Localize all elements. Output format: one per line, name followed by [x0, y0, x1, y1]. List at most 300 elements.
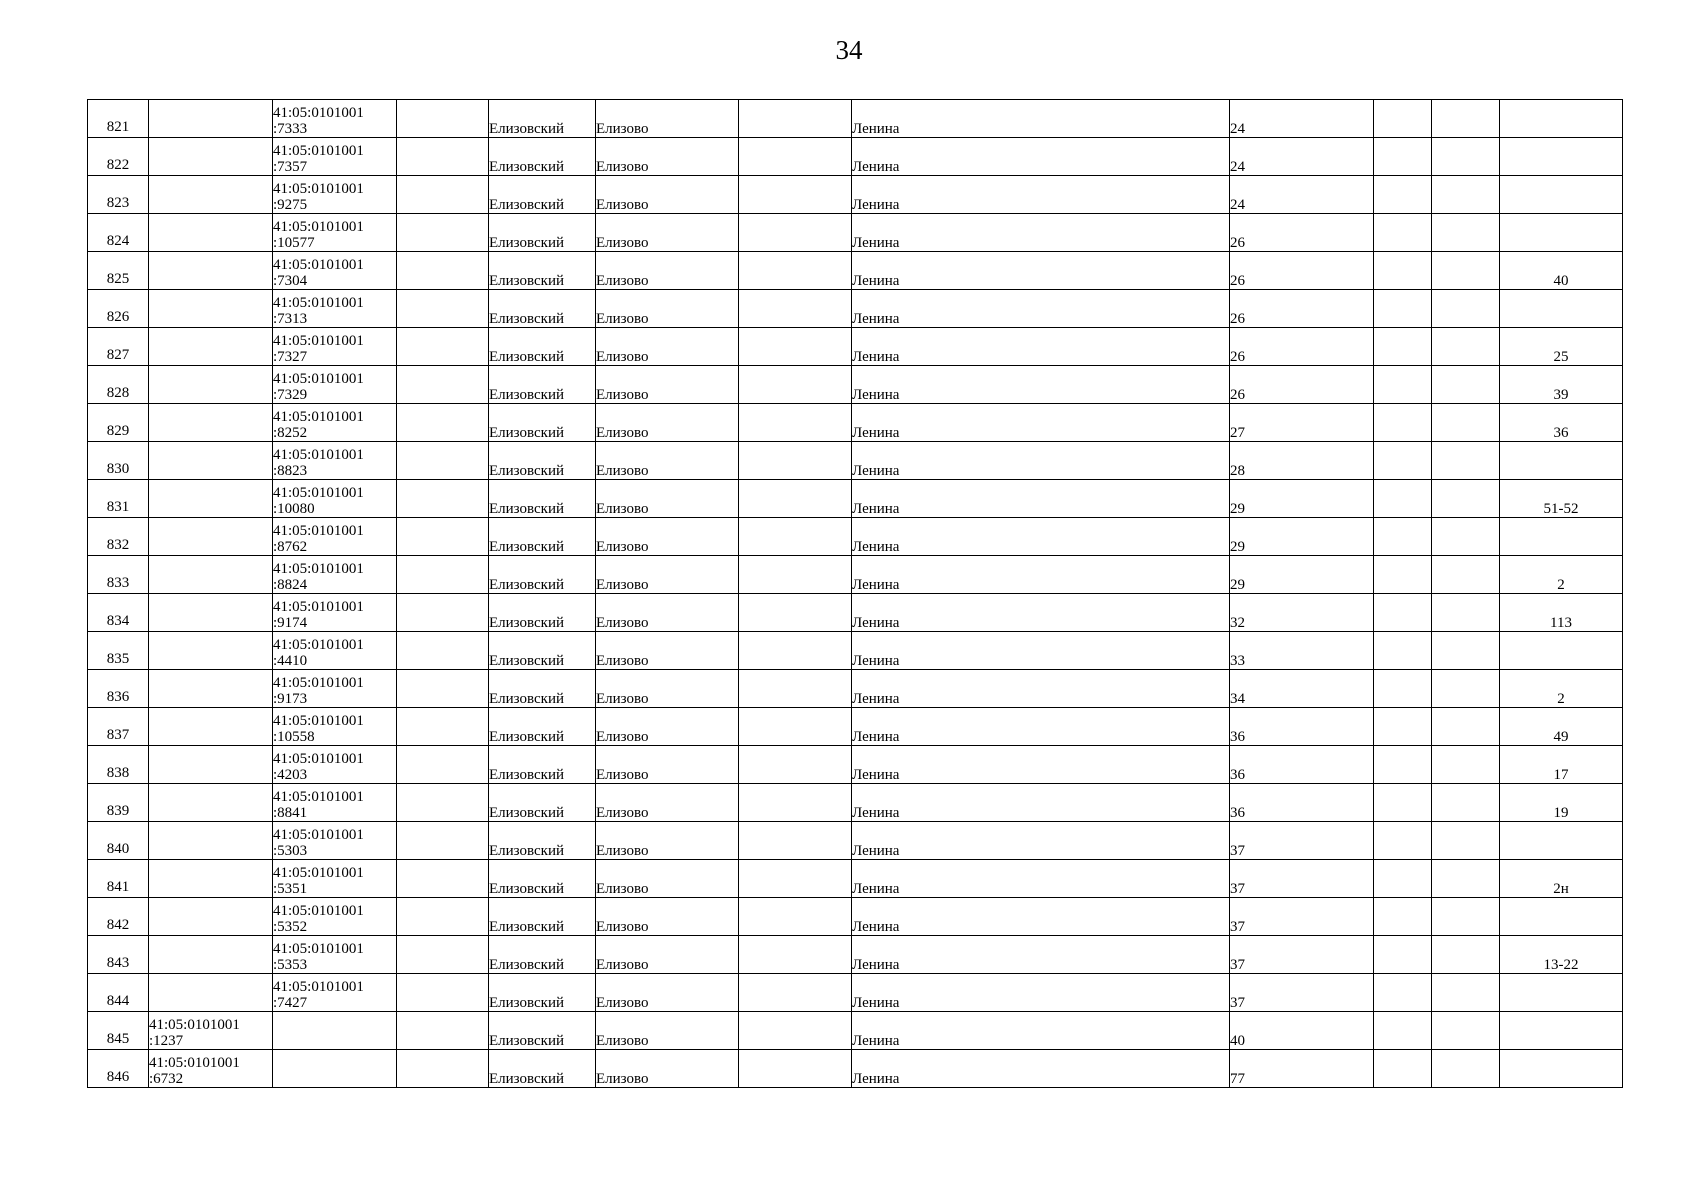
empty-cell [397, 784, 489, 822]
flat-cell [1500, 1050, 1623, 1088]
house-cell [1230, 442, 1374, 480]
row-number-text: 846 [106, 1069, 130, 1085]
cadastral-suffix: :4410 [273, 653, 308, 669]
house-cell [1230, 556, 1374, 594]
district-cell-text: Елизовский [489, 615, 565, 631]
city-cell [596, 480, 739, 518]
flat-cell [1500, 860, 1623, 898]
street-cell [852, 708, 1230, 746]
cadastral-suffix: :8762 [273, 539, 308, 555]
row-number-text: 837 [106, 727, 130, 743]
empty-cell [1432, 252, 1500, 290]
row-number-text: 838 [106, 765, 130, 781]
house-cell [1230, 860, 1374, 898]
flat-cell-text: 36 [1553, 425, 1569, 441]
cadastral-number-b [273, 328, 397, 366]
cadastral-number-b [273, 480, 397, 518]
flat-cell [1500, 214, 1623, 252]
street-cell [852, 404, 1230, 442]
table-row [88, 556, 1623, 594]
street-cell [852, 518, 1230, 556]
city-cell [596, 138, 739, 176]
flat-cell-text: 51-52 [1543, 501, 1579, 517]
empty-cell [1432, 518, 1500, 556]
cadastral-number-b [273, 860, 397, 898]
street-cell [852, 784, 1230, 822]
row-number [88, 480, 149, 518]
table-row [88, 366, 1623, 404]
house-cell [1230, 1012, 1374, 1050]
house-cell [1230, 138, 1374, 176]
empty-cell [397, 1012, 489, 1050]
house-cell-text: 33 [1230, 653, 1245, 669]
empty-cell [397, 860, 489, 898]
cadastral-suffix: :7427 [273, 995, 308, 1011]
empty-cell [739, 366, 852, 404]
table-row [88, 670, 1623, 708]
house-cell-text: 40 [1230, 1033, 1245, 1049]
street-cell-text: Ленина [852, 843, 900, 859]
city-cell-text: Елизово [596, 539, 649, 555]
street-cell-text: Ленина [852, 349, 900, 365]
cadastral-suffix: :6732 [149, 1071, 184, 1087]
street-cell-text: Ленина [852, 159, 900, 175]
cadastral-number-a [149, 936, 273, 974]
city-cell [596, 632, 739, 670]
empty-cell [739, 594, 852, 632]
district-cell [489, 556, 596, 594]
cadastral-prefix: 41:05:0101001 [273, 637, 364, 653]
city-cell [596, 898, 739, 936]
table-row [88, 252, 1623, 290]
house-cell-text: 36 [1230, 805, 1245, 821]
cadastral-prefix: 41:05:0101001 [273, 713, 364, 729]
flat-cell-text: 40 [1553, 273, 1569, 289]
cadastral-number-a [149, 138, 273, 176]
cadastral-number-b [273, 746, 397, 784]
row-number [88, 974, 149, 1012]
city-cell-text: Елизово [596, 311, 649, 327]
cadastral-number-a [149, 518, 273, 556]
flat-cell [1500, 366, 1623, 404]
street-cell [852, 898, 1230, 936]
cadastral-number-b [273, 252, 397, 290]
district-cell [489, 100, 596, 138]
cadastral-number-a [149, 556, 273, 594]
row-number [88, 100, 149, 138]
cadastral-number-b [273, 518, 397, 556]
row-number-text: 842 [106, 917, 130, 933]
empty-cell [739, 860, 852, 898]
cadastral-number-a [149, 290, 273, 328]
flat-cell [1500, 518, 1623, 556]
cadastral-prefix: 41:05:0101001 [273, 979, 364, 995]
empty-cell [397, 480, 489, 518]
flat-cell [1500, 480, 1623, 518]
district-cell [489, 898, 596, 936]
empty-cell [397, 708, 489, 746]
cadastral-suffix: :5353 [273, 957, 308, 973]
city-cell [596, 556, 739, 594]
empty-cell [739, 898, 852, 936]
house-cell [1230, 328, 1374, 366]
district-cell-text: Елизовский [489, 1071, 565, 1087]
city-cell [596, 518, 739, 556]
table-row [88, 1012, 1623, 1050]
flat-cell-text: 19 [1553, 805, 1569, 821]
city-cell [596, 442, 739, 480]
row-number-text: 831 [106, 499, 130, 515]
street-cell [852, 290, 1230, 328]
city-cell-text: Елизово [596, 159, 649, 175]
house-cell [1230, 746, 1374, 784]
street-cell-text: Ленина [852, 1033, 900, 1049]
row-number [88, 822, 149, 860]
district-cell-text: Елизовский [489, 843, 565, 859]
row-number [88, 138, 149, 176]
row-number-text: 834 [106, 613, 130, 629]
row-number-text: 825 [106, 271, 130, 287]
district-cell [489, 632, 596, 670]
cadastral-prefix: 41:05:0101001 [273, 789, 364, 805]
district-cell [489, 366, 596, 404]
street-cell [852, 366, 1230, 404]
house-cell [1230, 936, 1374, 974]
table-row [88, 442, 1623, 480]
cadastral-number-b [273, 176, 397, 214]
district-cell [489, 822, 596, 860]
flat-cell-text: 39 [1553, 387, 1569, 403]
district-cell-text: Елизовский [489, 159, 565, 175]
row-number [88, 746, 149, 784]
house-cell [1230, 898, 1374, 936]
empty-cell [1374, 442, 1432, 480]
table-row [88, 632, 1623, 670]
empty-cell [739, 176, 852, 214]
street-cell-text: Ленина [852, 577, 900, 593]
empty-cell [397, 974, 489, 1012]
cadastral-prefix: 41:05:0101001 [273, 447, 364, 463]
empty-cell [1432, 784, 1500, 822]
row-number-text: 841 [106, 879, 130, 895]
empty-cell [739, 442, 852, 480]
cadastral-suffix: :7304 [273, 273, 308, 289]
city-cell-text: Елизово [596, 691, 649, 707]
row-number [88, 1050, 149, 1088]
empty-cell [1432, 670, 1500, 708]
empty-cell [1374, 898, 1432, 936]
district-cell-text: Елизовский [489, 501, 565, 517]
district-cell-text: Елизовский [489, 691, 565, 707]
city-cell-text: Елизово [596, 501, 649, 517]
row-number [88, 556, 149, 594]
city-cell [596, 860, 739, 898]
row-number-text: 836 [106, 689, 130, 705]
empty-cell [739, 746, 852, 784]
house-cell [1230, 974, 1374, 1012]
city-cell-text: Елизово [596, 463, 649, 479]
empty-cell [397, 100, 489, 138]
empty-cell [1374, 936, 1432, 974]
city-cell-text: Елизово [596, 957, 649, 973]
cadastral-number-a [149, 442, 273, 480]
empty-cell [1374, 176, 1432, 214]
empty-cell [397, 670, 489, 708]
empty-cell [1432, 556, 1500, 594]
cadastral-suffix: :5351 [273, 881, 308, 897]
street-cell [852, 746, 1230, 784]
flat-cell [1500, 784, 1623, 822]
empty-cell [1374, 1012, 1432, 1050]
street-cell-text: Ленина [852, 273, 900, 289]
table-row [88, 784, 1623, 822]
empty-cell [739, 670, 852, 708]
row-number [88, 518, 149, 556]
cadastral-number-b [273, 138, 397, 176]
table-row [88, 518, 1623, 556]
city-cell-text: Елизово [596, 615, 649, 631]
empty-cell [1432, 1012, 1500, 1050]
house-cell-text: 27 [1230, 425, 1245, 441]
cadastral-number-a [149, 708, 273, 746]
street-cell-text: Ленина [852, 387, 900, 403]
table-row [88, 176, 1623, 214]
empty-cell [1432, 632, 1500, 670]
flat-cell [1500, 670, 1623, 708]
row-number-text: 821 [106, 119, 130, 135]
flat-cell [1500, 404, 1623, 442]
city-cell-text: Елизово [596, 235, 649, 251]
empty-cell [397, 898, 489, 936]
house-cell-text: 26 [1230, 273, 1245, 289]
cadastral-number-b [273, 898, 397, 936]
empty-cell [397, 442, 489, 480]
row-number-text: 839 [106, 803, 130, 819]
house-cell [1230, 670, 1374, 708]
city-cell-text: Елизово [596, 387, 649, 403]
street-cell [852, 822, 1230, 860]
district-cell-text: Елизовский [489, 1033, 565, 1049]
table-row [88, 328, 1623, 366]
cadastral-prefix: 41:05:0101001 [273, 181, 364, 197]
empty-cell [397, 1050, 489, 1088]
cadastral-prefix: 41:05:0101001 [273, 523, 364, 539]
empty-cell [1374, 138, 1432, 176]
street-cell-text: Ленина [852, 501, 900, 517]
city-cell-text: Елизово [596, 919, 649, 935]
street-cell-text: Ленина [852, 311, 900, 327]
street-cell-text: Ленина [852, 767, 900, 783]
cadastral-prefix: 41:05:0101001 [273, 409, 364, 425]
city-cell-text: Елизово [596, 653, 649, 669]
street-cell-text: Ленина [852, 463, 900, 479]
flat-cell [1500, 822, 1623, 860]
flat-cell [1500, 594, 1623, 632]
flat-cell-text: 17 [1553, 767, 1569, 783]
empty-cell [1374, 328, 1432, 366]
row-number-text: 844 [106, 993, 130, 1009]
cadastral-suffix: :7329 [273, 387, 308, 403]
cadastral-suffix: :7327 [273, 349, 308, 365]
empty-cell [1432, 822, 1500, 860]
house-cell [1230, 404, 1374, 442]
row-number-text: 827 [106, 347, 130, 363]
flat-cell [1500, 442, 1623, 480]
flat-cell-text: 25 [1553, 349, 1569, 365]
flat-cell [1500, 632, 1623, 670]
district-cell-text: Елизовский [489, 273, 565, 289]
street-cell-text: Ленина [852, 235, 900, 251]
street-cell-text: Ленина [852, 615, 900, 631]
row-number [88, 860, 149, 898]
row-number-text: 829 [106, 423, 130, 439]
cadastral-prefix: 41:05:0101001 [149, 1055, 240, 1071]
street-cell-text: Ленина [852, 919, 900, 935]
house-cell-text: 24 [1230, 121, 1245, 137]
cadastral-prefix: 41:05:0101001 [273, 333, 364, 349]
street-cell [852, 480, 1230, 518]
street-cell [852, 632, 1230, 670]
cadastral-number-b [273, 1012, 397, 1050]
empty-cell [1432, 404, 1500, 442]
district-cell [489, 518, 596, 556]
row-number [88, 214, 149, 252]
cadastral-number-b [273, 404, 397, 442]
city-cell [596, 670, 739, 708]
cadastral-suffix: :10558 [273, 729, 315, 745]
city-cell [596, 936, 739, 974]
empty-cell [1432, 898, 1500, 936]
empty-cell [1374, 860, 1432, 898]
empty-cell [739, 328, 852, 366]
flat-cell-text: 2 [1557, 691, 1565, 707]
city-cell-text: Елизово [596, 805, 649, 821]
cadastral-prefix: 41:05:0101001 [273, 295, 364, 311]
row-number [88, 252, 149, 290]
house-cell [1230, 100, 1374, 138]
empty-cell [739, 632, 852, 670]
row-number-text: 843 [106, 955, 130, 971]
house-cell [1230, 290, 1374, 328]
empty-cell [1432, 936, 1500, 974]
empty-cell [1374, 632, 1432, 670]
street-cell-text: Ленина [852, 691, 900, 707]
row-number-text: 826 [106, 309, 130, 325]
district-cell [489, 936, 596, 974]
flat-cell [1500, 138, 1623, 176]
street-cell [852, 176, 1230, 214]
city-cell [596, 822, 739, 860]
city-cell [596, 746, 739, 784]
empty-cell [739, 290, 852, 328]
street-cell-text: Ленина [852, 881, 900, 897]
city-cell [596, 594, 739, 632]
flat-cell [1500, 746, 1623, 784]
flat-cell [1500, 556, 1623, 594]
registry-table [87, 99, 1623, 1088]
flat-cell [1500, 936, 1623, 974]
district-cell [489, 404, 596, 442]
city-cell [596, 1012, 739, 1050]
house-cell [1230, 594, 1374, 632]
district-cell [489, 442, 596, 480]
cadastral-number-a [149, 632, 273, 670]
city-cell [596, 784, 739, 822]
house-cell-text: 24 [1230, 197, 1245, 213]
table-row [88, 822, 1623, 860]
street-cell [852, 860, 1230, 898]
flat-cell [1500, 974, 1623, 1012]
row-number [88, 1012, 149, 1050]
empty-cell [397, 556, 489, 594]
city-cell-text: Елизово [596, 995, 649, 1011]
house-cell [1230, 822, 1374, 860]
district-cell-text: Елизовский [489, 121, 565, 137]
house-cell [1230, 214, 1374, 252]
empty-cell [1374, 480, 1432, 518]
house-cell-text: 36 [1230, 767, 1245, 783]
house-cell-text: 24 [1230, 159, 1245, 175]
empty-cell [1432, 442, 1500, 480]
table-row [88, 746, 1623, 784]
district-cell-text: Елизовский [489, 577, 565, 593]
district-cell [489, 252, 596, 290]
empty-cell [739, 936, 852, 974]
cadastral-number-b [273, 290, 397, 328]
city-cell [596, 708, 739, 746]
empty-cell [739, 252, 852, 290]
empty-cell [739, 708, 852, 746]
house-cell-text: 77 [1230, 1071, 1245, 1087]
cadastral-suffix: :4203 [273, 767, 308, 783]
district-cell [489, 176, 596, 214]
street-cell [852, 1012, 1230, 1050]
house-cell-text: 29 [1230, 501, 1245, 517]
empty-cell [1374, 822, 1432, 860]
city-cell [596, 176, 739, 214]
empty-cell [1432, 1050, 1500, 1088]
table-row [88, 290, 1623, 328]
district-cell-text: Елизовский [489, 425, 565, 441]
empty-cell [739, 974, 852, 1012]
cadastral-prefix: 41:05:0101001 [273, 941, 364, 957]
empty-cell [397, 252, 489, 290]
cadastral-number-a [149, 480, 273, 518]
cadastral-prefix: 41:05:0101001 [273, 599, 364, 615]
table-row [88, 138, 1623, 176]
house-cell [1230, 252, 1374, 290]
cadastral-number-a [149, 214, 273, 252]
cadastral-number-a [149, 784, 273, 822]
empty-cell [397, 328, 489, 366]
cadastral-suffix: :7357 [273, 159, 308, 175]
flat-cell [1500, 252, 1623, 290]
district-cell [489, 328, 596, 366]
house-cell [1230, 632, 1374, 670]
empty-cell [1432, 176, 1500, 214]
cadastral-prefix: 41:05:0101001 [273, 219, 364, 235]
empty-cell [1432, 328, 1500, 366]
cadastral-number-b [273, 1050, 397, 1088]
city-cell-text: Елизово [596, 1071, 649, 1087]
row-number-text: 822 [106, 157, 130, 173]
empty-cell [397, 214, 489, 252]
empty-cell [397, 176, 489, 214]
cadastral-prefix: 41:05:0101001 [273, 371, 364, 387]
flat-cell [1500, 176, 1623, 214]
row-number [88, 594, 149, 632]
row-number [88, 708, 149, 746]
